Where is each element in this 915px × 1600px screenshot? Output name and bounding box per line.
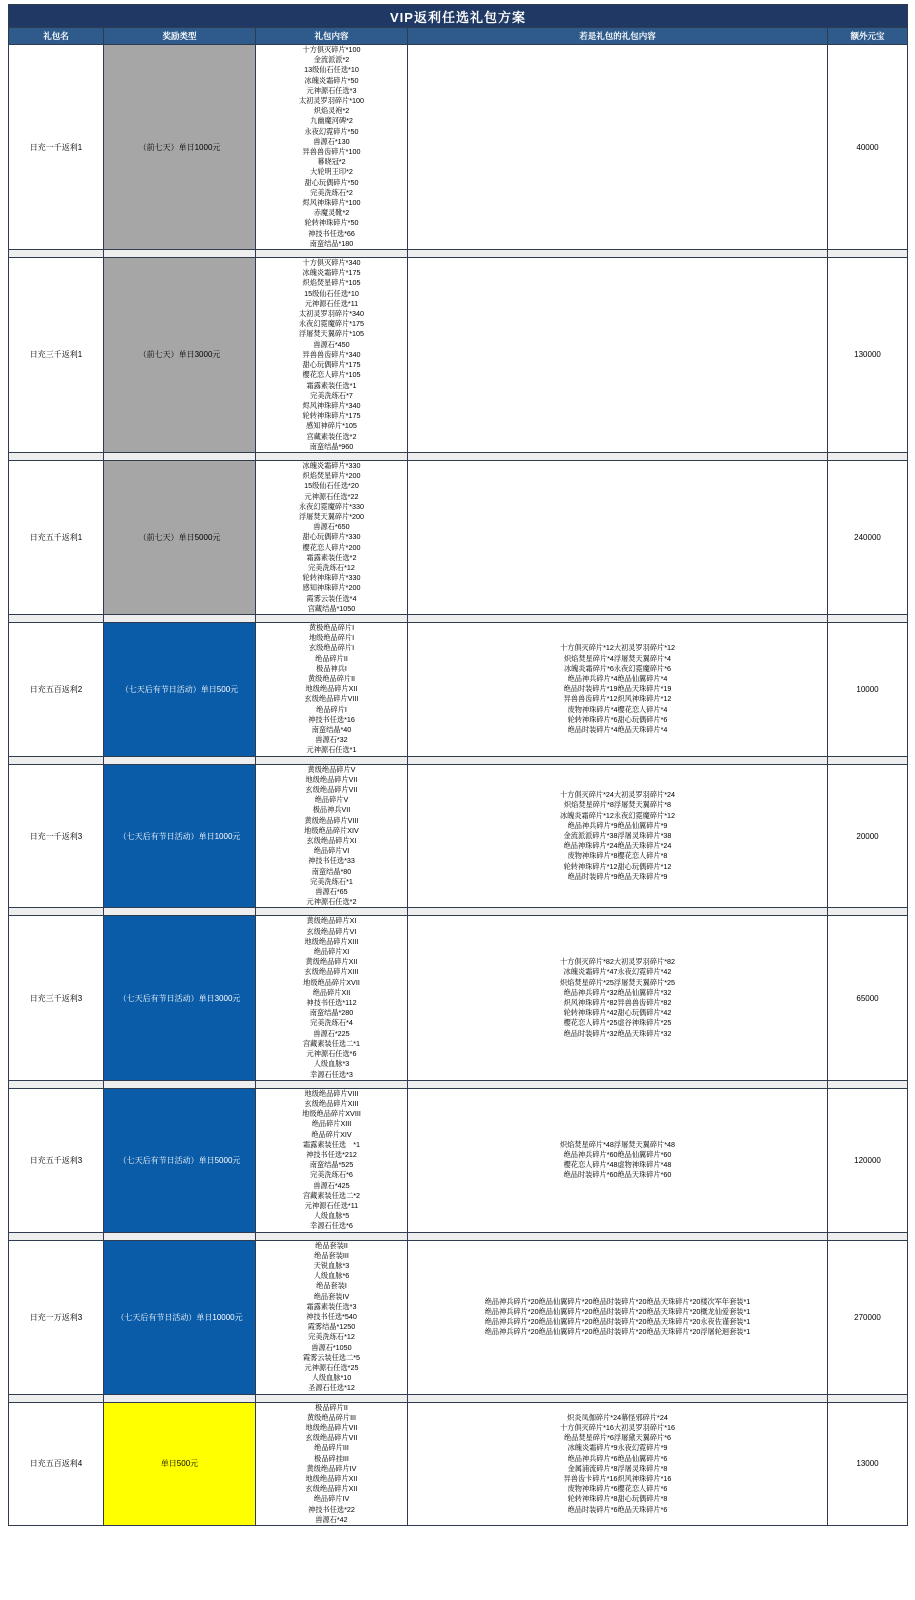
table-row bbox=[9, 1088, 908, 1232]
list-item: 神技书任选*16 bbox=[308, 714, 355, 724]
list-item: 炽焰焚星碎片*48浮屠焚天翼碎片*48 bbox=[559, 1139, 676, 1149]
list-item: 极品碎挂III bbox=[314, 1453, 349, 1463]
spacer-cell bbox=[408, 1080, 828, 1088]
extra-yuanbao: 120000 bbox=[828, 1088, 908, 1232]
list-item: 异兽兽齿碎片*340 bbox=[302, 349, 361, 359]
list-item: 樱花恋人碎片*48虚物神珠碎片*48 bbox=[563, 1160, 672, 1170]
row-spacer bbox=[9, 1232, 908, 1240]
list-item: 绝品碎片XIV bbox=[311, 1129, 352, 1139]
list-item: 兽源石*1050 bbox=[311, 1342, 352, 1352]
spacer-cell bbox=[828, 908, 908, 916]
spacer-cell bbox=[256, 452, 408, 460]
list-item: 神技书任选*33 bbox=[308, 856, 355, 866]
list-item: 霞雾结晶*1250 bbox=[307, 1322, 356, 1332]
list-item: 宫藏结晶*1050 bbox=[307, 603, 356, 613]
spacer-cell bbox=[104, 908, 256, 916]
list-item: 十方俱灭碎片*100 bbox=[302, 45, 361, 54]
list-item: 神技书任选*112 bbox=[306, 998, 357, 1008]
list-item: 完美洗练石*2 bbox=[310, 187, 353, 197]
list-item: 赤魔灵靴*2 bbox=[313, 208, 350, 218]
bundle-content-list bbox=[408, 1240, 828, 1394]
list-item: 金属浦流碎片*8浮屠灵珠碎片*8 bbox=[567, 1463, 668, 1473]
gift-package-name: 日充五千返利1 bbox=[9, 460, 104, 614]
list-item: 地级绝品碎片XII bbox=[305, 684, 358, 694]
list-item: 烬风神珠碎片*100 bbox=[302, 198, 361, 208]
extra-yuanbao: 13000 bbox=[828, 1402, 908, 1525]
reward-type: （七天后有节日活动）单日500元 bbox=[104, 622, 256, 756]
list-item: 绝品神兵碎片*20绝品仙翼碎片*20绝品时装碎片*20绝品天珠碎片*20永夜佐谨套装*1 bbox=[484, 1317, 751, 1327]
list-item: 宫藏素装任选*2 bbox=[306, 431, 357, 441]
list-item: 金流派派*2 bbox=[313, 55, 350, 65]
list-item: 永夜幻霓魔碎片*330 bbox=[298, 501, 365, 511]
list-item: 异兽兽齿碎片*100 bbox=[302, 147, 361, 157]
list-item: 幕晓冠*2 bbox=[317, 157, 346, 167]
list-item: 黄级绝品碎片III bbox=[306, 1412, 357, 1422]
gift-content-list bbox=[256, 622, 408, 756]
list-item: 神技书任选*66 bbox=[308, 228, 355, 238]
gift-package-table bbox=[8, 4, 908, 1526]
list-item: 十方俱灭碎片*12大初灵罗羽碎片*12 bbox=[559, 643, 676, 653]
list-item: 玄级绝品碎片XIII bbox=[304, 1098, 359, 1108]
spacer-cell bbox=[256, 1394, 408, 1402]
list-item: 绝品神兵碎片*20绝品仙翼碎片*20绝品时装碎片*20绝品天珠碎片*20楼次军年套装*1 bbox=[484, 1296, 751, 1306]
list-item: 人级血脉*6 bbox=[313, 1271, 350, 1281]
list-item: 兽源石*450 bbox=[313, 339, 350, 349]
list-item: 轮转神珠碎片*330 bbox=[302, 573, 361, 583]
table-row bbox=[9, 460, 908, 614]
row-spacer bbox=[9, 614, 908, 622]
list-item: 人级血脉*10 bbox=[311, 1373, 352, 1383]
spacer-cell bbox=[9, 1232, 104, 1240]
list-item: 炽焰焚星碎片*25浮屠焚天翼碎片*25 bbox=[559, 977, 676, 987]
list-item: 玄级绝品碎片XIII bbox=[304, 967, 359, 977]
extra-yuanbao: 40000 bbox=[828, 45, 908, 250]
list-item: 十方俱灭碎片*24大初灵罗羽碎片*24 bbox=[559, 790, 676, 800]
list-item: 炽焰灵袍*2 bbox=[313, 106, 350, 116]
list-item: 南蛮结晶*80 bbox=[311, 866, 352, 876]
spacer-cell bbox=[9, 756, 104, 764]
spacer-cell bbox=[408, 250, 828, 258]
list-item: 樱花恋人碎片*105 bbox=[302, 370, 361, 380]
list-item: 黄级绝品碎片IV bbox=[306, 1463, 357, 1473]
row-spacer bbox=[9, 756, 908, 764]
column-header-4: 额外元宝 bbox=[828, 28, 908, 45]
list-item: 甜心玩偶碎片*330 bbox=[302, 532, 361, 542]
list-item: 炽风神珠碎片*82异兽兽齿碎片*82 bbox=[563, 998, 672, 1008]
list-item: 烬风神珠碎片*340 bbox=[302, 400, 361, 410]
list-item: 炽焰焚星碎片*4浮屠焚天翼碎片*4 bbox=[563, 653, 672, 663]
extra-yuanbao: 20000 bbox=[828, 764, 908, 908]
list-item: 宫藏素装任选二*1 bbox=[302, 1038, 361, 1048]
list-item: 冰魄炎霜碎片*50 bbox=[304, 75, 359, 85]
list-item: 兽源石*650 bbox=[313, 522, 350, 532]
list-item: 神技书任选*212 bbox=[306, 1149, 357, 1159]
list-item: 绝品碎片XI bbox=[313, 947, 350, 957]
list-item: 元神源石任选*22 bbox=[304, 491, 359, 501]
list-item: 黄极绝品碎片I bbox=[308, 622, 355, 632]
list-item: 太初灵罗羽碎片*100 bbox=[298, 96, 365, 106]
extra-yuanbao: 240000 bbox=[828, 460, 908, 614]
reward-type: （前七天）单日5000元 bbox=[104, 460, 256, 614]
spacer-cell bbox=[408, 756, 828, 764]
bundle-content-list bbox=[408, 45, 828, 250]
list-item: 绝品时装碎片*60绝品天珠碎片*60 bbox=[563, 1170, 672, 1180]
spacer-cell bbox=[104, 1394, 256, 1402]
list-item: 黄级绝品碎片V bbox=[307, 764, 356, 774]
list-item: 玄级绝品碎片I bbox=[308, 643, 355, 653]
gift-content-list bbox=[256, 916, 408, 1080]
list-item: 绝品神兵碎片*6绝品仙翼碎片*6 bbox=[567, 1453, 668, 1463]
list-item: 霜露素装任选*3 bbox=[306, 1301, 357, 1311]
reward-type: （前七天）单日1000元 bbox=[104, 45, 256, 250]
list-item: 绝品时装碎片*9绝品天珠碎片*9 bbox=[567, 871, 668, 881]
spacer-cell bbox=[408, 452, 828, 460]
list-item: 南蛮结晶*280 bbox=[309, 1008, 354, 1018]
row-spacer bbox=[9, 452, 908, 460]
list-item: 地级绝品碎片VII bbox=[305, 774, 358, 784]
list-item: 兽源石*42 bbox=[315, 1514, 348, 1524]
list-item: 兽源石*130 bbox=[313, 136, 350, 146]
list-item: 幸源石任选*3 bbox=[310, 1069, 353, 1079]
list-item: 轮转神珠碎片*42甜心玩偶碎片*42 bbox=[563, 1008, 672, 1018]
row-spacer bbox=[9, 1080, 908, 1088]
list-item: 南蛮结晶*40 bbox=[311, 725, 352, 734]
spacer-cell bbox=[9, 452, 104, 460]
list-item: 元神源石任选*11 bbox=[304, 298, 359, 308]
spacer-cell bbox=[104, 1080, 256, 1088]
list-item: 感知神珠碎片*200 bbox=[302, 583, 361, 593]
table-row bbox=[9, 1240, 908, 1394]
extra-yuanbao: 270000 bbox=[828, 1240, 908, 1394]
list-item: 地级绝品碎片VIII bbox=[304, 1088, 359, 1098]
list-item: 炽焰焚星碎片*105 bbox=[302, 278, 361, 288]
list-item: 霜露素装任选*2 bbox=[306, 552, 357, 562]
list-item: 玄级绝品碎片VIII bbox=[304, 694, 359, 704]
list-item: 冰魄炎霜碎片*175 bbox=[302, 268, 361, 278]
list-item: 元神源石任选*25 bbox=[304, 1362, 359, 1372]
list-item: 地级绝品碎片XIV bbox=[304, 825, 359, 835]
list-item: 幸源石任选*6 bbox=[310, 1221, 353, 1231]
list-item: 圣源石任选*12 bbox=[308, 1383, 355, 1393]
reward-type: （前七天）单日3000元 bbox=[104, 258, 256, 453]
list-item: 绝品神珠碎片*24绝品天珠碎片*24 bbox=[563, 841, 672, 851]
extra-yuanbao: 65000 bbox=[828, 916, 908, 1080]
spacer-cell bbox=[828, 756, 908, 764]
column-header-1: 奖励类型 bbox=[104, 28, 256, 45]
list-item: 绝品时装碎片*6绝品天珠碎片*6 bbox=[567, 1504, 668, 1514]
bundle-content-list bbox=[408, 1088, 828, 1232]
list-item: 人级血脉*3 bbox=[313, 1059, 350, 1069]
list-item: 15级仙石任选*20 bbox=[304, 481, 359, 491]
bundle-content-list bbox=[408, 460, 828, 614]
list-item: 异兽齿卡碎片*16炽风神珠碎片*16 bbox=[563, 1474, 672, 1484]
gift-content-list bbox=[256, 1240, 408, 1394]
list-item: 十方俱灭碎片*82大初灵罗羽碎片*82 bbox=[559, 957, 676, 967]
spacer-cell bbox=[828, 614, 908, 622]
row-spacer bbox=[9, 908, 908, 916]
list-item: 15级仙石任选*10 bbox=[304, 288, 359, 298]
spacer-cell bbox=[9, 614, 104, 622]
table-row bbox=[9, 45, 908, 250]
list-item: 绝品时装碎片*32绝品天珠碎片*32 bbox=[563, 1028, 672, 1038]
list-item: 地级绝品碎片XIII bbox=[304, 936, 359, 946]
list-item: 金流派派碎片*38浮屠灵珠碎片*38 bbox=[563, 830, 672, 840]
list-item: 异兽兽齿碎片*12炽风神珠碎片*12 bbox=[563, 694, 672, 704]
list-item: 十方俱灭碎片*16大初灵罗羽碎片*16 bbox=[559, 1423, 676, 1432]
gift-package-name: 日充一千返利3 bbox=[9, 764, 104, 908]
list-item: 炽炎凤伽碎片*24幕怪邪碎片*24 bbox=[567, 1412, 668, 1422]
spacer-cell bbox=[408, 1232, 828, 1240]
list-item: 大轮明王印*2 bbox=[310, 167, 353, 177]
page-title: VIP返利任选礼包方案 bbox=[9, 5, 908, 28]
list-item: 元神源石任选*2 bbox=[306, 897, 357, 907]
spacer-cell bbox=[828, 250, 908, 258]
list-item: 南蛮结晶*960 bbox=[309, 441, 354, 451]
list-item: 绝品套装I bbox=[316, 1281, 347, 1291]
list-item: 甜心玩偶碎片*175 bbox=[302, 360, 361, 370]
spacer-cell bbox=[256, 1080, 408, 1088]
list-item: 玄级绝品碎片VII bbox=[305, 1433, 358, 1443]
list-item: 绝品碎片V bbox=[314, 795, 349, 805]
list-item: 樱花恋人碎片*25虚谷神珠碎片*25 bbox=[563, 1018, 672, 1028]
gift-package-name: 日充五百返利4 bbox=[9, 1402, 104, 1525]
list-item: 绝品碎片II bbox=[315, 653, 348, 663]
spacer-cell bbox=[104, 614, 256, 622]
list-item: 绝品神兵碎片*60绝品仙翼碎片*60 bbox=[563, 1149, 672, 1159]
list-item: 轮转神珠碎片*6甜心玩偶碎片*6 bbox=[567, 714, 668, 724]
list-item: 永夜幻霓碎片*50 bbox=[304, 126, 359, 136]
list-item: 玄级绝品碎片VI bbox=[306, 926, 357, 936]
list-item: 宫藏素装任选二*2 bbox=[302, 1190, 361, 1200]
list-item: 轮转神珠碎片*8甜心玩偶碎片*8 bbox=[567, 1494, 668, 1504]
gift-content-list bbox=[256, 45, 408, 250]
list-item: 兽源石*225 bbox=[313, 1028, 350, 1038]
spacer-cell bbox=[9, 1394, 104, 1402]
list-item: 废物神珠碎片*8樱花恋人碎片*8 bbox=[567, 851, 668, 861]
spacer-cell bbox=[828, 452, 908, 460]
list-item: 甜心玩偶碎片*50 bbox=[304, 177, 359, 187]
spacer-cell bbox=[104, 756, 256, 764]
list-item: 九幽魔河碑*2 bbox=[310, 116, 353, 126]
list-item: 霞雾云装任选二*5 bbox=[302, 1352, 361, 1362]
list-item: 极品神兵VII bbox=[312, 805, 351, 815]
gift-package-name: 日充五千返利3 bbox=[9, 1088, 104, 1232]
bundle-content-list bbox=[408, 258, 828, 453]
list-item: 绝品碎片IV bbox=[313, 1494, 350, 1504]
list-item: 元神源石任选*1 bbox=[306, 745, 357, 755]
spacer-cell bbox=[408, 908, 828, 916]
table-row bbox=[9, 764, 908, 908]
list-item: 绝品碎片VI bbox=[313, 846, 350, 856]
table-row bbox=[9, 1402, 908, 1525]
spacer-cell bbox=[104, 250, 256, 258]
list-item: 地级绝品碎片XVII bbox=[303, 977, 360, 987]
table-header-row bbox=[9, 28, 908, 45]
list-item: 绝品时装碎片*4绝品天珠碎片*4 bbox=[567, 725, 668, 734]
extra-yuanbao: 10000 bbox=[828, 622, 908, 756]
column-header-2: 礼包内容 bbox=[256, 28, 408, 45]
list-item: 兽源石*65 bbox=[315, 887, 348, 897]
gift-content-list bbox=[256, 1402, 408, 1525]
list-item: 炽焰焚星碎片*200 bbox=[302, 471, 361, 481]
column-header-3: 若是礼包的礼包内容 bbox=[408, 28, 828, 45]
list-item: 霜露素装任选*1 bbox=[306, 380, 357, 390]
row-spacer bbox=[9, 250, 908, 258]
spacer-cell bbox=[256, 908, 408, 916]
list-item: 轮转神珠碎片*50 bbox=[304, 218, 359, 228]
reward-type: （七天后有节日活动）单日10000元 bbox=[104, 1240, 256, 1394]
list-item: 绝品神兵碎片*9绝品仙翼碎片*9 bbox=[567, 820, 668, 830]
list-item: 神技书任选*22 bbox=[308, 1504, 355, 1514]
spacer-cell bbox=[256, 1232, 408, 1240]
list-item: 浮屠焚天翼碎片*200 bbox=[298, 511, 365, 521]
list-item: 黄级绝品碎片VIII bbox=[304, 815, 359, 825]
list-item: 黄级绝品碎片II bbox=[307, 673, 356, 683]
list-item: 玄级绝品碎片XI bbox=[306, 836, 357, 846]
list-item: 太初灵罗羽碎片*340 bbox=[298, 309, 365, 319]
list-item: 绝品神兵碎片*20绝品仙翼碎片*20绝品时装碎片*20绝品天珠碎片*20浮屠轮迴套装*1 bbox=[484, 1327, 751, 1337]
list-item: 永夜幻霓魔碎片*175 bbox=[298, 319, 365, 329]
table-row bbox=[9, 622, 908, 756]
gift-package-name: 日充三千返利3 bbox=[9, 916, 104, 1080]
list-item: 浮屠焚天翼碎片*105 bbox=[298, 329, 365, 339]
spacer-cell bbox=[828, 1232, 908, 1240]
list-item: 冰魄炎霜碎片*12永夜幻霓魔碎片*12 bbox=[559, 810, 676, 820]
gift-package-name: 日充五百返利2 bbox=[9, 622, 104, 756]
list-item: 完美洗练石*12 bbox=[308, 562, 355, 572]
list-item: 感知神碎片*105 bbox=[306, 421, 357, 431]
list-item: 绝品焚星碎片*6浮屠黛天翼碎片*6 bbox=[563, 1433, 672, 1443]
spacer-cell bbox=[256, 250, 408, 258]
list-item: 完美洗练石*4 bbox=[310, 1018, 353, 1028]
spacer-cell bbox=[256, 756, 408, 764]
list-item: 樱花恋人碎片*200 bbox=[302, 542, 361, 552]
list-item: 绝品套装IV bbox=[313, 1291, 350, 1301]
gift-content-list bbox=[256, 258, 408, 453]
spacer-cell bbox=[104, 452, 256, 460]
list-item: 完美洗练石*1 bbox=[310, 876, 353, 886]
list-item: 绝品碎片XII bbox=[312, 987, 351, 997]
list-item: 轮转神珠碎片*12甜心玩偶碎片*12 bbox=[563, 861, 672, 871]
table-title-row bbox=[9, 5, 908, 28]
spacer-cell bbox=[408, 614, 828, 622]
bundle-content-list bbox=[408, 916, 828, 1080]
list-item: 元神源石任选*11 bbox=[304, 1200, 359, 1210]
list-item: 极品碎片II bbox=[315, 1402, 348, 1412]
list-item: 兽源石*425 bbox=[313, 1180, 350, 1190]
list-item: 绝品神兵碎片*4绝品仙翼碎片*4 bbox=[567, 673, 668, 683]
list-item: 地级绝品碎片XVIII bbox=[302, 1109, 361, 1119]
bundle-content-list bbox=[408, 764, 828, 908]
list-item: 地级绝品碎片VII bbox=[305, 1423, 358, 1432]
list-item: 南蛮结品*180 bbox=[309, 238, 354, 248]
list-item: 绝品碎片XIII bbox=[311, 1119, 352, 1129]
list-item: 绝品套装II bbox=[315, 1240, 348, 1250]
list-item: 人级血脉*5 bbox=[313, 1211, 350, 1221]
table-row bbox=[9, 258, 908, 453]
list-item: 天锐血脉*3 bbox=[313, 1260, 350, 1270]
spacer-cell bbox=[828, 1394, 908, 1402]
list-item: 黄级绝品碎片XII bbox=[305, 957, 358, 967]
bundle-content-list bbox=[408, 1402, 828, 1525]
table-row bbox=[9, 916, 908, 1080]
spacer-cell bbox=[256, 614, 408, 622]
reward-type: 单日500元 bbox=[104, 1402, 256, 1525]
gift-package-name: 日充一千返利1 bbox=[9, 45, 104, 250]
reward-type: （七天后有节日活动）单日3000元 bbox=[104, 916, 256, 1080]
column-header-0: 礼包名 bbox=[9, 28, 104, 45]
reward-type: （七天后有节日活动）单日1000元 bbox=[104, 764, 256, 908]
extra-yuanbao: 130000 bbox=[828, 258, 908, 453]
list-item: 废物神珠碎片*4樱花恋人碎片*4 bbox=[567, 704, 668, 714]
bundle-content-list bbox=[408, 622, 828, 756]
list-item: 绝品碎片I bbox=[316, 704, 347, 714]
spacer-cell bbox=[9, 908, 104, 916]
spacer-cell bbox=[104, 1232, 256, 1240]
list-item: 霜露素装任选 *1 bbox=[302, 1139, 361, 1149]
spacer-cell bbox=[9, 250, 104, 258]
list-item: 13级仙石任选*10 bbox=[304, 65, 359, 75]
list-item: 南蛮结晶*525 bbox=[309, 1160, 354, 1170]
list-item: 废物神珠碎片*6樱花恋人碎片*6 bbox=[567, 1484, 668, 1494]
gift-content-list bbox=[256, 1088, 408, 1232]
list-item: 兽源石*32 bbox=[315, 735, 348, 745]
list-item: 冰魄炎霜碎片*330 bbox=[302, 460, 361, 470]
list-item: 霞雾云装任选*4 bbox=[306, 593, 357, 603]
gift-package-name: 日充三千返利1 bbox=[9, 258, 104, 453]
list-item: 黄级绝品碎片XI bbox=[306, 916, 357, 926]
spacer-cell bbox=[828, 1080, 908, 1088]
list-item: 炽焰焚星碎片*8浮屠焚天翼碎片*8 bbox=[563, 800, 672, 810]
list-item: 冰魄炎霜碎片*9永夜幻霓碎片*9 bbox=[567, 1443, 668, 1453]
list-item: 绝品时装碎片*19绝品天珠碎片*19 bbox=[563, 684, 672, 694]
reward-type: （七天后有节日活动）单日5000元 bbox=[104, 1088, 256, 1232]
list-item: 极品神兵I bbox=[316, 663, 347, 673]
table-body bbox=[9, 5, 908, 1526]
list-item: 元神源石任选*3 bbox=[306, 85, 357, 95]
list-item: 冰魄炎霜碎片*6永夜幻霓魔碎片*6 bbox=[563, 663, 672, 673]
list-item: 玄级绝品碎片VII bbox=[305, 785, 358, 795]
list-item: 绝品套装III bbox=[314, 1250, 349, 1260]
list-item: 冰魄炎霜碎片*47永夜幻霓碎片*42 bbox=[563, 967, 672, 977]
list-item: 地级绝品碎片XII bbox=[305, 1474, 358, 1484]
list-item: 绝品碎片III bbox=[314, 1443, 349, 1453]
list-item: 绝品神兵碎片*20绝品仙翼碎片*20绝品时装碎片*20绝品天珠碎片*20概龙仙爱套装*1 bbox=[484, 1306, 751, 1316]
spacer-cell bbox=[408, 1394, 828, 1402]
gift-content-list bbox=[256, 764, 408, 908]
list-item: 元神源石任选*6 bbox=[306, 1049, 357, 1059]
row-spacer bbox=[9, 1394, 908, 1402]
list-item: 十方俱灭碎片*340 bbox=[302, 258, 361, 268]
list-item: 完美洗练石*6 bbox=[310, 1170, 353, 1180]
list-item: 轮转神珠碎片*175 bbox=[302, 411, 361, 421]
gift-package-name: 日充一万返利3 bbox=[9, 1240, 104, 1394]
list-item: 地级绝品碎片I bbox=[308, 633, 355, 643]
list-item: 玄级绝品碎片XII bbox=[305, 1484, 358, 1494]
list-item: 神技书任选*540 bbox=[306, 1311, 357, 1321]
list-item: 完美洗练石*7 bbox=[310, 390, 353, 400]
list-item: 完美洗练石*12 bbox=[308, 1332, 355, 1342]
spacer-cell bbox=[9, 1080, 104, 1088]
list-item: 绝品神兵碎片*32绝品仙翼碎片*32 bbox=[563, 987, 672, 997]
gift-content-list bbox=[256, 460, 408, 614]
